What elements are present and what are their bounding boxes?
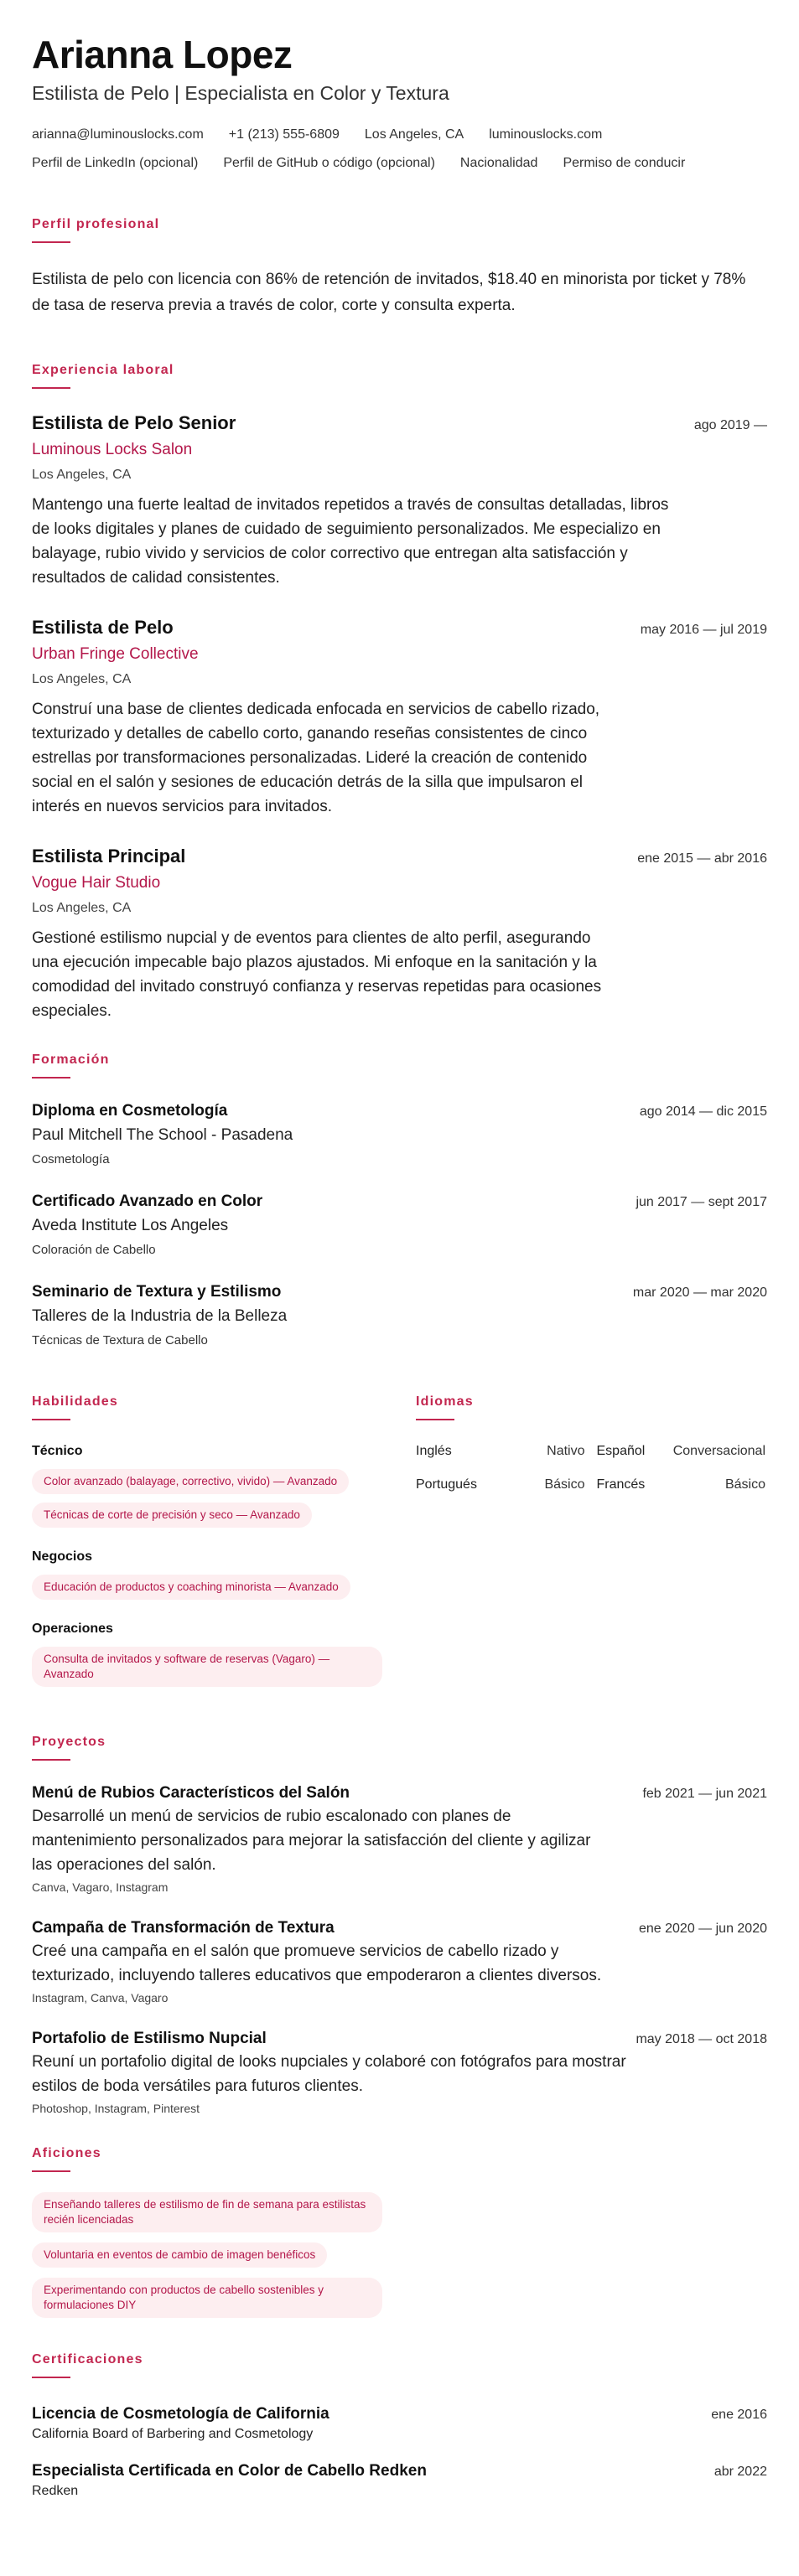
job-company: Vogue Hair Studio [32, 874, 161, 892]
section-divider [32, 387, 70, 389]
job-dates: may 2016 — jul 2019 [640, 623, 767, 637]
language-name: Inglés [416, 1444, 452, 1458]
skills-languages-row [32, 1394, 767, 1687]
candidate-name: Arianna Lopez [32, 33, 293, 76]
language-level: Básico [724, 1477, 765, 1492]
education-field: Técnicas de Textura de Cabello [32, 1333, 208, 1347]
project-description: Reuní un portafolio digital de looks nupciales y colaboré con fotógrafos para mostrar estilos de boda versátiles para futuros clientes. [32, 2053, 626, 2095]
section-title: Formación [32, 1053, 110, 1067]
language-level: Básico [544, 1477, 585, 1492]
certification-name: Especialista Certificada en Color de Cabello Redken [32, 2462, 427, 2480]
certification-entry [32, 2403, 767, 2444]
skill-group-title: Negocios [32, 1549, 93, 1564]
skill-group-title: Operaciones [32, 1622, 113, 1636]
language-level: Conversacional [672, 1444, 765, 1458]
section-divider [32, 1759, 70, 1761]
language-list [416, 1442, 765, 1494]
contact-phone[interactable]: +1 (213) 555-6809 [228, 127, 340, 142]
language-item [597, 1476, 766, 1494]
project-name: Menú de Rubios Característicos del Salón [32, 1784, 350, 1802]
language-name: Francés [596, 1477, 646, 1492]
hobby-pill: Enseñando talleres de estilismo de fin de semana para estilistas recién licenciadas [32, 2192, 382, 2232]
candidate-headline: Estilista de Pelo | Especialista en Color y Textura [32, 82, 449, 104]
job-entry [32, 844, 767, 1023]
education-entry [32, 1281, 767, 1350]
job-dates: ago 2019 — [693, 418, 767, 432]
contact-row [32, 126, 767, 144]
certification-issuer: Redken [32, 2484, 79, 2498]
section-title: Habilidades [32, 1394, 119, 1409]
section-divider [32, 1077, 70, 1079]
contact-location: Los Angeles, CA [364, 127, 464, 142]
project-dates: may 2018 — oct 2018 [636, 2032, 767, 2046]
job-dates: ene 2015 — abr 2016 [637, 851, 767, 866]
project-description: Desarrollé un menú de servicios de rubio escalonado con planes de mantenimiento personalizados para mejorar la satisfacción del cliente y agilizar las operaciones del salón. [32, 1808, 591, 1874]
certification-entry [32, 2460, 767, 2501]
projects-section [32, 1734, 767, 2117]
job-list [32, 411, 767, 1023]
hobbies-section [32, 2145, 767, 2318]
certification-name: Licencia de Cosmetología de California [32, 2405, 329, 2423]
section-title: Perfil profesional [32, 217, 160, 231]
education-school: Aveda Institute Los Angeles [32, 1217, 229, 1234]
skill-pill: Técnicas de corte de precisión y seco — Avanzado [32, 1503, 312, 1528]
language-item [416, 1476, 585, 1494]
job-title: Estilista de Pelo [32, 617, 174, 638]
project-tools: Photoshop, Instagram, Pinterest [32, 2102, 200, 2115]
education-dates: jun 2017 — sept 2017 [636, 1195, 767, 1209]
section-divider [32, 2170, 70, 2172]
hobby-pill: Voluntaria en eventos de cambio de imagen benéficos [32, 2242, 327, 2268]
skill-pill: Color avanzado (balayage, correctivo, vivido) — Avanzado [32, 1469, 349, 1494]
hobby-list [32, 2192, 767, 2318]
project-dates: ene 2020 — jun 2020 [638, 1922, 767, 1936]
job-description: Gestioné estilismo nupcial y de eventos para clientes de alto perfil, asegurando una ejecución impecable bajo plazos ajustados. Mi enfoque en la sanitación y la comodidad del invitado construyó confianza y reservas repetidas para ocasiones especiales. [32, 929, 602, 1020]
languages-section [416, 1394, 765, 1687]
summary-text: Estilista de pelo con licencia con 86% de retención de invitados, $18.40 en minorista por ticket y 78% de tasa de reserva previa a través de color, corte y consulta experta. [32, 271, 746, 314]
skill-pill: Educación de productos y coaching minorista — Avanzado [32, 1575, 350, 1600]
links-row [32, 154, 767, 173]
education-field: Coloración de Cabello [32, 1243, 156, 1257]
contact-email[interactable]: arianna@luminouslocks.com [32, 127, 204, 142]
education-field: Cosmetología [32, 1152, 110, 1166]
certifications-section [32, 2351, 767, 2501]
job-company: Urban Fringe Collective [32, 645, 199, 663]
language-item [597, 1442, 766, 1461]
job-company: Luminous Locks Salon [32, 441, 193, 458]
section-title: Idiomas [416, 1394, 474, 1409]
project-name: Campaña de Transformación de Textura [32, 1919, 335, 1937]
language-name: Español [596, 1444, 646, 1458]
section-title: Aficiones [32, 2146, 101, 2160]
certification-date: ene 2016 [711, 2408, 767, 2422]
section-title: Proyectos [32, 1735, 106, 1749]
education-school: Talleres de la Industria de la Belleza [32, 1307, 288, 1325]
section-divider [416, 1419, 454, 1420]
job-location: Los Angeles, CA [32, 672, 132, 686]
experience-section [32, 362, 767, 1023]
job-entry [32, 615, 767, 819]
job-entry [32, 411, 767, 590]
education-dates: ago 2014 — dic 2015 [639, 1104, 767, 1119]
certification-date: abr 2022 [713, 2465, 767, 2479]
project-tools: Canva, Vagaro, Instagram [32, 1880, 169, 1894]
job-location: Los Angeles, CA [32, 468, 132, 482]
project-name: Portafolio de Estilismo Nupcial [32, 2030, 267, 2047]
section-divider [32, 1419, 70, 1420]
project-list [32, 1782, 767, 2117]
job-title: Estilista Principal [32, 846, 186, 866]
job-description: Construí una base de clientes dedicada enfocada en servicios de cabello rizado, texturizado y detalles de cabello corto, ganando reseñas consistentes de cinco estrellas por transformaciones personalizadas. Lideré la creación de contenido social en el salón y sesiones de educación detrás de la silla que impulsaron el interés en nuevos servicios para invitados. [32, 701, 600, 815]
link-linkedin[interactable]: Perfil de LinkedIn (opcional) [32, 156, 199, 170]
skills-section [32, 1394, 382, 1687]
certification-list [32, 2403, 767, 2501]
link-github[interactable]: Perfil de GitHub o código (opcional) [223, 156, 435, 170]
resume-header [32, 32, 767, 173]
contact-website[interactable]: luminouslocks.com [489, 127, 603, 142]
project-dates: feb 2021 — jun 2021 [642, 1787, 767, 1801]
project-tools: Instagram, Canva, Vagaro [32, 1991, 169, 2004]
summary-section [32, 216, 767, 318]
info-nationality: Nacionalidad [459, 156, 538, 170]
job-description: Mantengo una fuerte lealtad de invitados repetidos a través de consultas detalladas, libros de looks digitales y planes de cuidado de seguimiento personalizados. Me especializo en balayage, rubio vivido y servicios de color correctivo que entregan alta satisfacción y resultados de calidad consistentes. [32, 496, 669, 587]
language-name: Portugués [416, 1477, 477, 1492]
skill-pill: Consulta de invitados y software de reservas (Vagaro) — Avanzado [32, 1647, 382, 1687]
section-title: Experiencia laboral [32, 363, 174, 377]
project-entry [32, 1782, 767, 1896]
project-entry [32, 1917, 767, 2006]
education-degree: Seminario de Textura y Estilismo [32, 1283, 282, 1301]
education-entry [32, 1100, 767, 1169]
certification-issuer: California Board of Barbering and Cosmetology [32, 2427, 314, 2441]
info-driving-license: Permiso de conducir [563, 156, 686, 170]
section-divider [32, 241, 70, 243]
section-divider [32, 2377, 70, 2378]
language-item [416, 1442, 585, 1461]
skill-group-title: Técnico [32, 1444, 83, 1458]
section-title: Certificaciones [32, 2352, 143, 2367]
project-entry [32, 2028, 767, 2117]
education-school: Paul Mitchell The School - Pasadena [32, 1126, 293, 1144]
education-degree: Diploma en Cosmetología [32, 1102, 228, 1120]
education-section [32, 1052, 767, 1350]
job-location: Los Angeles, CA [32, 901, 132, 915]
education-list [32, 1100, 767, 1350]
education-entry [32, 1191, 767, 1260]
project-description: Creé una campaña en el salón que promueve servicios de cabello rizado y texturizado, incluyendo talleres educativos que empoderaron a clientes diversos. [32, 1942, 602, 1984]
language-level: Nativo [547, 1444, 585, 1458]
hobby-pill: Experimentando con productos de cabello sostenibles y formulaciones DIY [32, 2278, 382, 2318]
education-degree: Certificado Avanzado en Color [32, 1192, 263, 1210]
job-title: Estilista de Pelo Senior [32, 412, 236, 433]
education-dates: mar 2020 — mar 2020 [632, 1285, 767, 1300]
